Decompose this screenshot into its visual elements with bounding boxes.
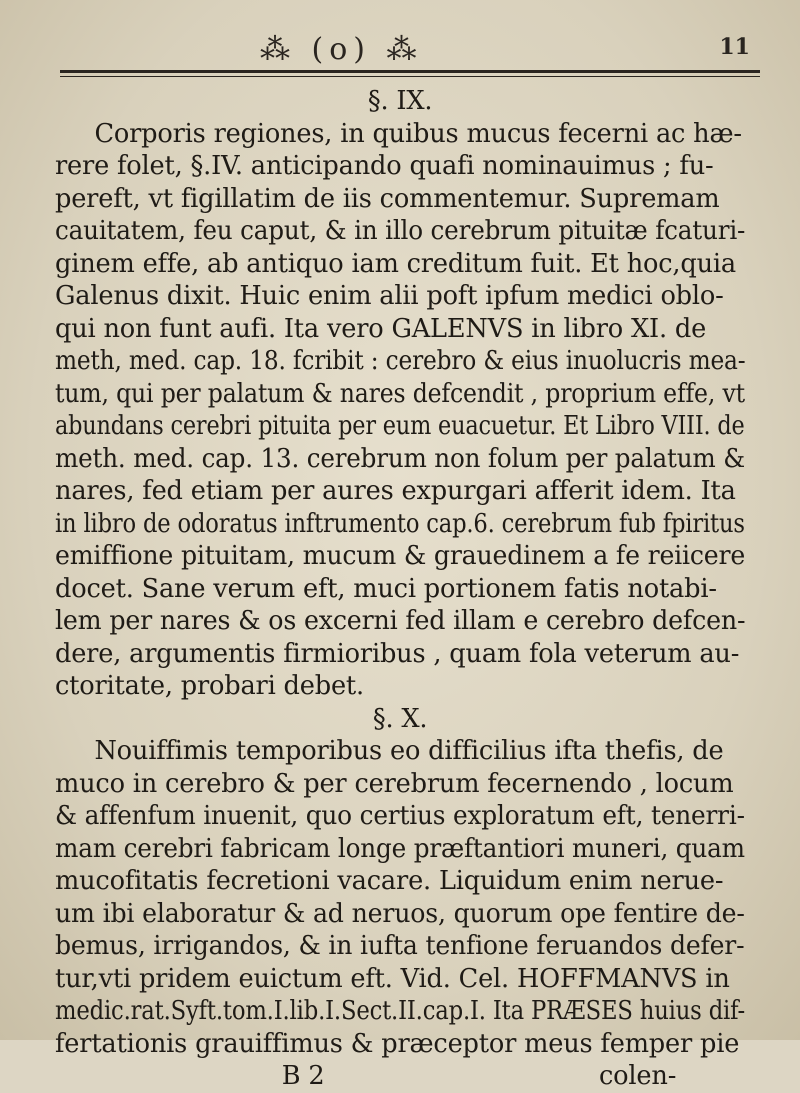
header-rule	[60, 70, 760, 73]
text-line: ginem effe, ab antiquo iam creditum fuit. Et hoc,quia	[55, 248, 736, 279]
text-line: Corporis regiones, in quibus mucus fecerni ac hæ-	[94, 118, 742, 149]
text-block	[55, 85, 755, 1093]
text-line: Galenus dixit. Huic enim alii poft ipfum medici oblo-	[55, 281, 724, 311]
text-line: meth. med. cap. 13. cerebrum non folum per palatum &	[55, 443, 745, 474]
text-line: cauitatem, feu caput, & in illo cerebrum pituitæ fcaturi-	[55, 216, 746, 246]
text-line: muco in cerebro & per cerebrum fecernendo , locum	[55, 768, 734, 799]
section-heading: §. IX.	[367, 86, 433, 116]
text-line: mam cerebri fabricam longe præftantiori muneri, quam	[55, 833, 745, 864]
text-line: tum, qui per palatum & nares defcendit , proprium effe, vt	[55, 378, 745, 409]
text-line: medic.rat.Syft.tom.I.lib.I.Sect.II.cap.I. Ita PRÆSES huius dif-	[55, 996, 746, 1026]
text-line: abundans cerebri pituita per eum euacuetur. Et Libro VIII. de	[55, 411, 745, 441]
text-line: Nouiffimis temporibus eo difficilius ifta thefis, de	[94, 736, 724, 766]
text-line: rere folet, §.IV. anticipando quafi nominauimus ; fu-	[55, 151, 714, 181]
text-line: meth, med. cap. 18. fcribit : cerebro & eius inuolucris mea-	[55, 346, 746, 376]
text-line: pereft, vt figillatim de iis commentemur. Supremam	[55, 183, 720, 214]
signature-mark: B 2	[281, 1061, 325, 1091]
text-line: mucofitatis fecretioni vacare. Liquidum enim nerue-	[55, 866, 724, 896]
page-number: 11	[719, 34, 750, 60]
text-line: lem per nares & os excerni fed illam e cerebro defcen-	[55, 606, 746, 636]
page-footer	[55, 1060, 745, 1093]
text-line: emiffione pituitam, mucum & grauedinem a fe reiicere	[55, 541, 746, 571]
text-line: tur,vti pridem euictum eft. Vid. Cel. HOFFMANVS in	[55, 963, 730, 994]
text-line: & affenfum inuenit, quo certius exploratum eft, tenerri-	[55, 801, 745, 831]
text-line: fertationis grauiffimus & præceptor meus femper pie	[55, 1028, 740, 1059]
text-line: docet. Sane verum eft, muci portionem fatis notabi-	[55, 573, 717, 604]
header-rule-thin	[60, 76, 760, 77]
text-line: in libro de odoratus inftrumento cap.6. cerebrum fub fpiritus	[55, 508, 745, 539]
text-line: um ibi elaboratur & ad neruos, quorum ope fentire de-	[55, 898, 745, 929]
text-line: bemus, irrigandos, & in iufta tenfione feruandos defer-	[55, 931, 745, 961]
catchword: colen-	[599, 1061, 677, 1091]
text-line: nares, fed etiam per aures expurgari afferit idem. Ita	[55, 476, 736, 506]
text-line: dere, argumentis firmioribus , quam fola veterum au-	[55, 638, 740, 669]
text-line: ctoritate, probari debet.	[55, 671, 364, 701]
header-ornament: ⁂ (o) ⁂	[260, 32, 423, 67]
section-heading: §. X.	[372, 703, 428, 734]
page-header	[60, 28, 760, 76]
text-line: qui non funt aufi. Ita vero GALENVS in libro XI. de	[55, 313, 707, 344]
